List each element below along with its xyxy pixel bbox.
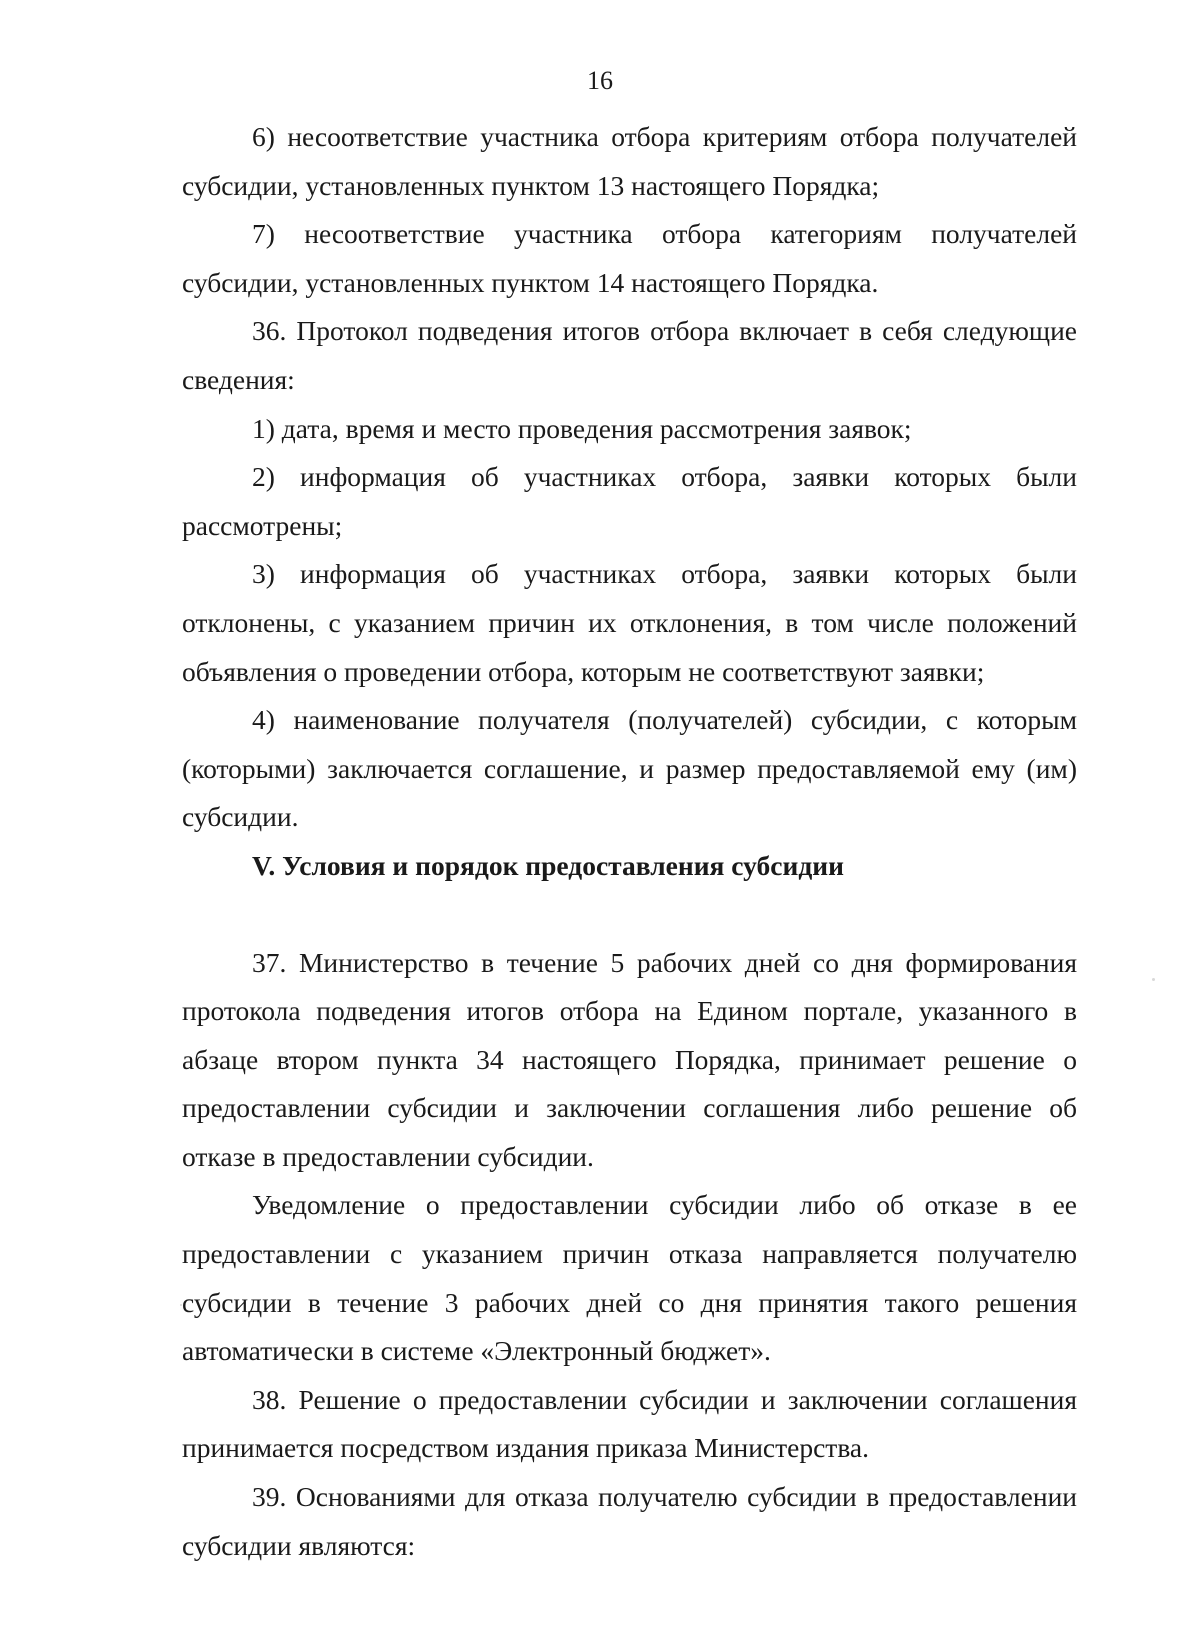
document-body (182, 113, 1077, 1570)
clause-39-paragraph: 39. Основаниями для отказа получателю субсидии в предоставлении субсидии являются: (182, 1481, 1077, 1561)
scan-speck (1152, 978, 1155, 981)
item-7-paragraph: 7) несоответствие участника отбора категориям получателей субсидии, установленных пунктом 14 настоящего Порядка. (182, 218, 1077, 298)
clause-36-item-2: 2) информация об участниках отбора, заявки которых были рассмотрены; (182, 461, 1077, 541)
clause-37-notice-paragraph: Уведомление о предоставлении субсидии либо об отказе в ее предоставлении с указанием причин отказа направляется получателю субсидии в течение 3 рабочих дней со дня принятия такого решения автоматически в системе «Электронный бюджет». (182, 1189, 1077, 1367)
clause-38-paragraph: 38. Решение о предоставлении субсидии и заключении соглашения принимается посредством издания приказа Министерства. (182, 1383, 1077, 1464)
clause-36-item-3: 3) информация об участниках отбора, заявки которых были отклонены, с указанием причин их отклонения, в том числе положений объявления о проведении отбора, которым не соответствуют заявки; (182, 558, 1077, 687)
page-number: 16 (587, 66, 613, 95)
scan-speck (180, 1304, 182, 1306)
clause-36-item-4: 4) наименование получателя (получателей) субсидии, с которым (которыми) заключается соглашение, и размер предоставляемой ему (им) субсидии. (182, 704, 1077, 833)
clause-37-paragraph: 37. Министерство в течение 5 рабочих дней со дня формирования протокола подведения итогов отбора на Едином портале, указанного в абзаце втором пункта 34 настоящего Порядка, принимает решение о предоставлении субсидии и заключении соглашения либо решение об отказе в предоставлении субсидии. (182, 946, 1077, 1172)
clause-36-item-1: 1) дата, время и место проведения рассмотрения заявок; (252, 412, 912, 444)
item-6-paragraph: 6) несоответствие участника отбора критериям отбора получателей субсидии, установленных пунктом 13 настоящего Порядка; (182, 121, 1077, 201)
clause-36-paragraph: 36. Протокол подведения итогов отбора включает в себя следующие сведения: (182, 315, 1077, 395)
section-v-heading: V. Условия и порядок предоставления субсидии (252, 849, 844, 881)
